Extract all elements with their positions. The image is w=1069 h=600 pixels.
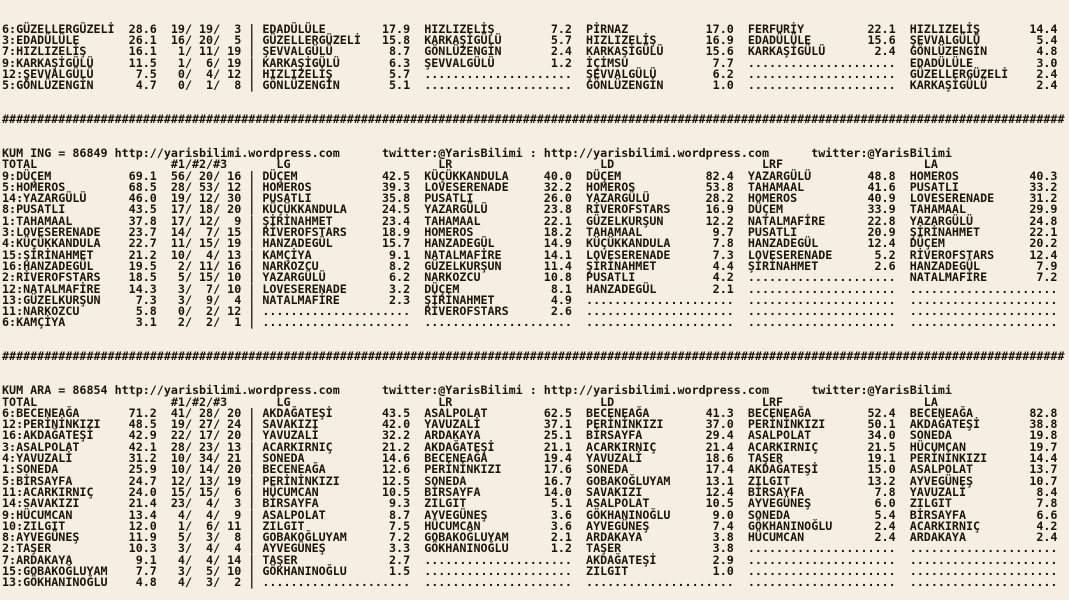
stat-row: 7:HIZLIZELİŞ 16.1 1/ 11/ 19 | ŞEVVALGÜLÜ 8.7 GÖNLÜZENGİN 2.4 KARKAŞİGÜLÜ 15.6 KARKAŞİGÜLÜ 2.4 GÖNLÜZENGİN 4.8 (2, 44, 1058, 59)
separator-line: ####################################################################################################################################################### (2, 112, 1065, 127)
stat-row: 9:KARKAŞİGÜLÜ 11.5 1/ 6/ 19 | KARKAŞİGÜLÜ 6.3 ŞEVVALGÜLÜ 1.2 İÇİMSU 7.7 ..................... EDADÜLÜLE 3.0 (2, 55, 1058, 70)
stat-row: 7:ARDAKAYA 9.1 4/ 4/ 14 | TAŞER 2.7 ..................... AKDAĞATEŞİ 2.9 ..................... ..................... (2, 552, 1058, 567)
stat-row: 6:GÜZELLERGÜZELİ 28.6 19/ 19/ 3 | EDADÜLÜLE 17.9 HIZLIZELİŞ 7.2 PİRNAZ 17.0 FERFURİY 22.1 HIZLIZELİŞ 14.4 (2, 21, 1058, 36)
stat-row: 12:ŞEVVALGÜLÜ 7.5 0/ 4/ 12 | HIZLIZELİŞ 5.7 ..................... ŞEVVALGÜLÜ 6.2 ..................... GÜZELLERGÜZELİ 2.4 (2, 66, 1058, 81)
stat-row: 5:GÖNLÜZENGİN 4.7 0/ 1/ 8 | GÖNLÜZENGİN 5.1 ..................... GÖNLÜZENGİN 1.0 ..................... KARKAŞİGÜLÜ 2.4 (2, 78, 1058, 93)
stat-row: 6:KAMÇİYA 3.1 2/ 2/ 1 | ..................... ..................... ..................... ..................... ..................... (2, 315, 1058, 330)
stat-row: 2:RİVEROFSTARS 18.5 5/ 15/ 10 | YAZARGÜLÜ 6.2 NARKOZCU 10.8 PUSATLI 4.2 ..................... NATALMAFİRE 7.2 (2, 270, 1058, 285)
section-kum-ing (2, 145, 1069, 330)
section-previous-race-tail (2, 21, 1069, 93)
stat-row: 14:YAZARGÜLÜ 46.0 19/ 12/ 30 | PUSATLI 35.8 PUSATLI 26.0 YAZARGÜLÜ 28.2 HOMEROS 40.9 LOVESERENADE 31.2 (2, 191, 1058, 206)
stat-row: 16:HANZADEGÜL 19.5 2/ 11/ 16 | NARKOZCU 8.2 GÜZELKURŞUN 11.4 ŞİRİNAHMET 4.4 ŞİRİNAHMET 2.6 HANZADEGÜL 7.9 (2, 258, 1058, 273)
section-title-line: KUM ING = 86849 http://yarisbilimi.wordpress.com twitter:@YarisBilimi : http://yarisbilimi.wordpress.com twitter:@YarisBilimi (2, 145, 952, 160)
stat-row: 9:HÜCUMCAN 13.4 4/ 4/ 9 | ASALPOLAT 8.7 AYVEGÜNEŞ 3.6 GÖKHANINOĞLU 9.0 SONEDA 5.4 BİRSAYFA 6.6 (2, 507, 1058, 522)
stat-row: 4:KÜÇÜKKANDULA 22.7 11/ 15/ 19 | HANZADEGÜL 15.7 HANZADEGÜL 14.9 KÜÇÜKKANDULA 7.8 HANZADEGÜL 12.4 DÜÇEM 20.2 (2, 236, 1058, 251)
section-title-line: KUM ARA = 86854 http://yarisbilimi.wordpress.com twitter:@YarisBilimi : http://yarisbilimi.wordpress.com twitter:@YarisBilimi (2, 383, 952, 398)
stat-row: 1:TAHAMAAL 37.8 17/ 12/ 9 | ŞİRİNAHMET 23.4 TAHAMAAL 22.1 GÜZELKURŞUN 12.2 NATALMAFİRE 22.8 YAZARGÜLÜ 24.8 (2, 213, 1058, 228)
stat-row: 9:DÜÇEM 69.1 56/ 20/ 16 | DÜÇEM 42.5 KÜÇÜKKANDULA 40.0 DÜÇEM 82.4 YAZARGÜLÜ 48.8 HOMEROS 40.3 (2, 168, 1058, 183)
stat-row: 5:BİRSAYFA 24.7 12/ 13/ 19 | PERİNİNKIZI 12.5 SONEDA 16.7 GOBAKOĞLUYAM 13.1 ZILGIT 13.2 AYVEGÜNEŞ 10.7 (2, 473, 1058, 488)
stat-row: 10:ZILGIT 12.0 1/ 6/ 11 | ZILGIT 7.5 HÜCUMCAN 3.6 AYVEGÜNEŞ 7.4 GÖKHANINOĞLU 2.4 ACARKIRNIÇ 4.2 (2, 518, 1058, 533)
stat-row: 14:SAVAKIZI 21.4 23/ 4/ 3 | BİRSAYFA 9.3 ZILGIT 5.1 ASALPOLAT 10.5 AYVEGÜNEŞ 6.0 ZILGIT 7.8 (2, 496, 1058, 511)
stat-row: 12:NATALMAFİRE 14.3 3/ 7/ 10 | LOVESERENADE 3.2 DÜÇEM 8.1 HANZADEGÜL 2.1 ..................... ..................... (2, 281, 1058, 296)
stat-row: 4:YAVUZALİ 31.2 10/ 34/ 21 | SONEDA 14.6 BECENEAĞA 19.4 YAVUZALİ 18.6 TAŞER 19.1 PERİNİNKIZI 14.4 (2, 451, 1058, 466)
stat-row: 3:ASALPOLAT 42.1 28/ 23/ 13 | ACARKIRNIÇ 21.2 AKDAĞATEŞİ 21.1 ACARKIRNIÇ 21.4 ACARKIRNIÇ 21.5 HÜCUMCAN 19.7 (2, 439, 1058, 454)
stat-row: 15:ŞİRİNAHMET 21.2 10/ 4/ 13 | KAMÇİYA 9.1 NATALMAFİRE 14.1 LOVESERENADE 7.3 LOVESERENADE 5.2 RİVEROFSTARS 12.4 (2, 247, 1058, 262)
separator-line: ####################################################################################################################################################### (2, 349, 1065, 364)
column-header-line: TOTAL #1/#2/#3 LG LR LD LRF LA (2, 394, 938, 409)
stat-row: 11:NARKOZCU 5.8 0/ 2/ 12 | ..................... RİVEROFSTARS 2.6 ..................... ..................... ..................... (2, 304, 1058, 319)
stat-row: 11:ACARKIRNIÇ 24.0 15/ 15/ 6 | HÜCUMCAN 10.5 BİRSAYFA 14.0 SAVAKIZI 12.4 BİRSAYFA 7.8 YAVUZALİ 8.4 (2, 484, 1058, 499)
stat-row: 1:SONEDA 25.9 10/ 14/ 20 | BECENEAĞA 12.6 PERİNİNKIZI 17.6 SONEDA 17.4 AKDAĞATEŞİ 15.0 ASALPOLAT 13.7 (2, 462, 1058, 477)
stat-row: 13:GÜZELKURŞUN 7.3 3/ 9/ 4 | NATALMAFİRE 2.3 ŞİRİNAHMET 4.9 ..................... ..................... ..................... (2, 292, 1058, 307)
stat-row: 13:GÖKHANINOĞLU 4.8 4/ 3/ 2 | ..................... ..................... ..................... ..................... ..................... (2, 575, 1058, 590)
stat-row: 5:HOMEROS 68.5 28/ 53/ 12 | HOMEROS 39.3 LOVESERENADE 32.2 HOMEROS 53.8 TAHAMAAL 41.6 PUSATLI 33.2 (2, 179, 1058, 194)
stat-row: 8:AYVEGÜNEŞ 11.9 5/ 3/ 8 | GOBAKOĞLUYAM 7.2 GOBAKOĞLUYAM 2.1 ARDAKAYA 3.8 HÜCUMCAN 2.4 ARDAKAYA 2.4 (2, 530, 1058, 545)
stat-row: 16:AKDAĞATEŞİ 42.9 22/ 17/ 20 | YAVUZALİ 32.2 ARDAKAYA 25.1 BİRSAYFA 29.4 ASALPOLAT 34.0 SONEDA 19.8 (2, 428, 1058, 443)
stat-row: 3:LOVESERENADE 23.7 14/ 7/ 15 | RİVEROFSTARS 18.9 HOMEROS 18.2 TAHAMAAL 9.7 PUSATLI 20.9 ŞİRİNAHMET 22.1 (2, 225, 1058, 240)
stat-row: 15:GOBAKOĞLUYAM 7.7 3/ 5/ 10 | GÖKHANINOĞLU 1.5 ..................... ZILGIT 1.0 ..................... ..................... (2, 564, 1058, 578)
stat-row: 2:TAŞER 10.3 3/ 4/ 4 | AYVEGÜNEŞ 3.3 GÖKHANINOĞLU 1.2 TAŞER 3.8 ..................... ..................... (2, 541, 1058, 556)
stat-row: 3:EDADÜLÜLE 26.1 16/ 20/ 5 | GÜZELLERGÜZELİ 15.8 KARKAŞİGÜLÜ 5.7 HIZLIZELİŞ 16.9 EDADÜLÜLE 15.6 ŞEVVALGÜLÜ 5.4 (2, 32, 1058, 47)
stat-row: 6:BECENEAĞA 71.2 41/ 28/ 20 | AKDAĞATEŞİ 43.5 ASALPOLAT 62.5 BECENEAĞA 41.3 BECENEAĞA 52.4 BECENEAĞA 82.8 (2, 405, 1058, 420)
section-kum-ara (2, 385, 1069, 588)
column-header-line: TOTAL #1/#2/#3 LG LR LD LRF LA (2, 157, 938, 172)
stat-row: 8:PUSATLI 43.5 17/ 18/ 20 | KÜÇÜKKANDULA 24.5 YAZARGÜLÜ 23.8 RİVEROFSTARS 16.9 DÜÇEM 33.9 TAHAMAAL 29.9 (2, 202, 1058, 217)
stat-row: 12:PERİNİNKIZI 48.5 19/ 27/ 24 | SAVAKIZI 42.0 YAVUZALİ 37.1 PERİNİNKIZI 37.0 PERİNİNKIZI 50.1 AKDAĞATEŞİ 38.8 (2, 417, 1058, 432)
